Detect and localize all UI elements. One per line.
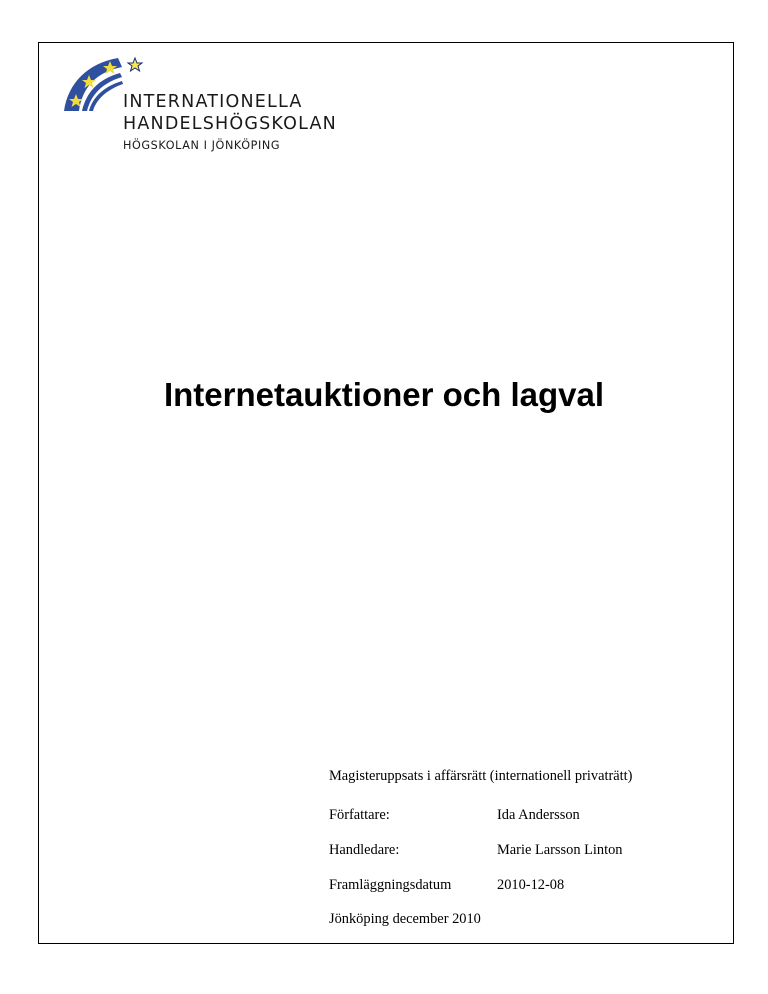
star-outline-icon <box>128 58 142 71</box>
presentation-date-value: 2010-12-08 <box>497 877 565 893</box>
author-label: Författare: <box>329 807 390 823</box>
logo-text-line1: INTERNATIONELLA <box>123 92 303 112</box>
place-and-date: Jönköping december 2010 <box>329 911 481 927</box>
author-value: Ida Andersson <box>497 807 580 823</box>
supervisor-label: Handledare: <box>329 842 400 858</box>
logo-text-line3: HÖGSKOLAN I JÖNKÖPING <box>123 139 281 152</box>
supervisor-value: Marie Larsson Linton <box>497 842 623 858</box>
thesis-type: Magisteruppsats i affärsrätt (internationell privaträtt) <box>329 768 633 784</box>
document-title: Internetauktioner och lagval <box>163 376 605 413</box>
presentation-date-label: Framläggningsdatum <box>329 877 452 893</box>
logo-text-line2: HANDELSHÖGSKOLAN <box>123 114 337 134</box>
